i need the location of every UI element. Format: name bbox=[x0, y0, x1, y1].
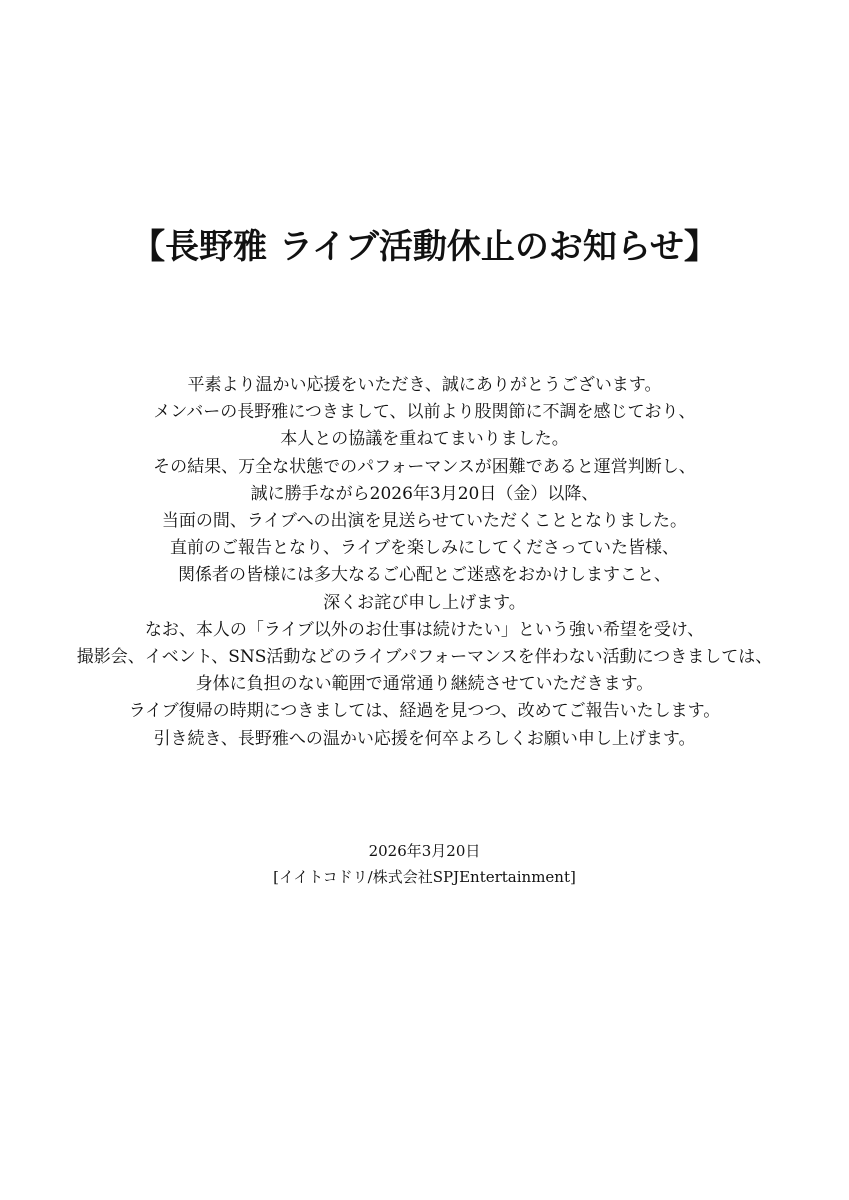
body-line: 関係者の皆様には多大なるご心配とご迷惑をおかけしますこと、 bbox=[178, 565, 671, 586]
body-line: 平素より温かい応援をいただき、誠にありがとうございます。 bbox=[187, 375, 662, 395]
announcement-issuer: [イイトコドリ/株式会社SPJEntertainment] bbox=[273, 868, 576, 886]
body-line: メンバーの長野雅につきまして、以前より股関節に不調を感じており、 bbox=[153, 402, 696, 423]
body-line: 本人との協議を重ねてまいりました。 bbox=[280, 429, 569, 450]
body-line: 深くお詫び申し上げます。 bbox=[323, 592, 526, 613]
body-line: その結果、万全な状態でのパフォーマンスが困難であると運営判断し、 bbox=[153, 456, 696, 477]
announcement-body bbox=[0, 372, 849, 753]
announcement-title: 【長野雅 ライブ活動休止のお知らせ】 bbox=[131, 227, 718, 267]
announcement-footer bbox=[0, 838, 849, 890]
body-line: なお、本人の「ライブ以外のお仕事は続けたい」という強い希望を受け、 bbox=[144, 619, 705, 640]
body-line: 当面の間、ライブへの出演を見送らせていただくこととなりました。 bbox=[161, 511, 688, 532]
body-line: 撮影会、イベント、SNS活動などのライブパフォーマンスを伴わない活動につきましては、 bbox=[76, 647, 773, 668]
body-line: 誠に勝手ながら2026年3月20日（金）以降、 bbox=[250, 483, 599, 504]
body-line: 引き続き、長野雅への温かい応援を何卒よろしくお願い申し上げます。 bbox=[153, 728, 696, 749]
body-line: 直前のご報告となり、ライブを楽しみにしてくださっていた皆様、 bbox=[170, 538, 679, 559]
body-line: ライブ復帰の時期につきましては、経過を見つつ、改めてご報告いたします。 bbox=[128, 701, 721, 722]
announcement-date: 2026年3月20日 bbox=[368, 842, 481, 860]
body-line: 身体に負担のない範囲で通常通り継続させていただきます。 bbox=[195, 674, 654, 695]
